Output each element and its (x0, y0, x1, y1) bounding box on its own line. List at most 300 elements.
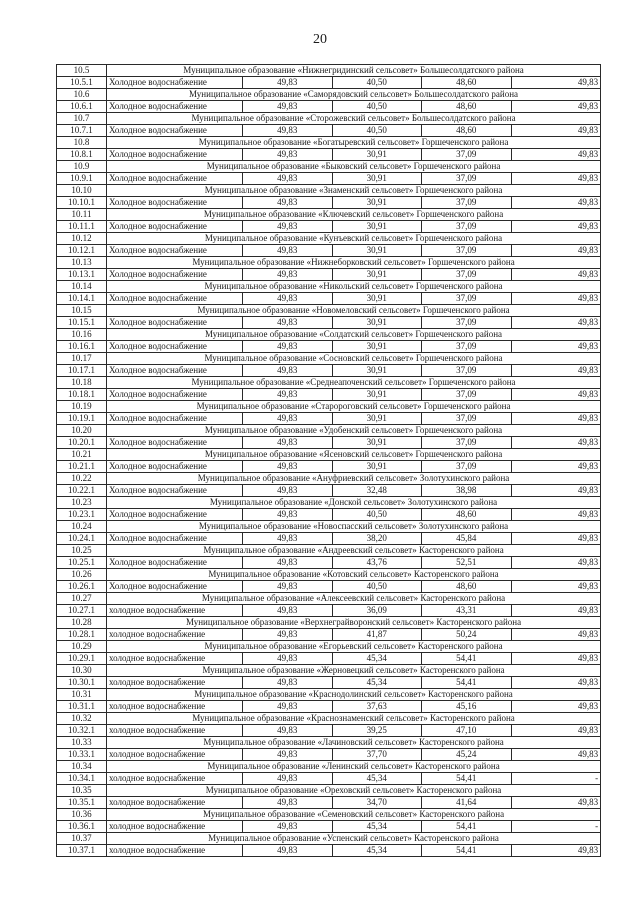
item-number: 10.14.1 (57, 293, 107, 305)
tariff-value-4: 49,83 (511, 701, 601, 713)
municipality-title: Муниципальное образование «Андреевский сельсовет» Касторенского района (107, 545, 601, 557)
item-number: 10.35.1 (57, 797, 107, 809)
tariff-value-4: 49,83 (511, 317, 601, 329)
tariff-value-1: 49,83 (243, 701, 333, 713)
tariff-row (57, 653, 601, 665)
municipality-title: Муниципальное образование «Кунъевский сельсовет» Горшеченского района (107, 233, 601, 245)
item-number: 10.8.1 (57, 149, 107, 161)
tariff-value-1: 49,83 (243, 245, 333, 257)
tariff-value-4: 49,83 (511, 509, 601, 521)
municipality-title: Муниципальное образование «Верхнеграйворонский сельсовет» Касторенского района (107, 617, 601, 629)
tariff-row (57, 413, 601, 425)
tariff-value-2: 45,34 (332, 677, 422, 689)
service-name: Холодное водоснабжение (107, 437, 243, 449)
tariff-value-3: 38,98 (422, 485, 512, 497)
municipality-header-row (57, 257, 601, 269)
tariff-value-4: 49,83 (511, 341, 601, 353)
municipality-header-row (57, 713, 601, 725)
service-name: Холодное водоснабжение (107, 101, 243, 113)
tariff-value-2: 39,25 (332, 725, 422, 737)
item-number: 10.36.1 (57, 821, 107, 833)
section-number: 10.21 (57, 449, 107, 461)
municipality-title: Муниципальное образование «Жерновецкий сельсовет» Касторенского района (107, 665, 601, 677)
tariff-value-2: 45,34 (332, 773, 422, 785)
tariff-value-1: 49,83 (243, 365, 333, 377)
municipality-title: Муниципальное образование «Егорьевский сельсовет» Касторенского района (107, 641, 601, 653)
service-name: Холодное водоснабжение (107, 509, 243, 521)
item-number: 10.20.1 (57, 437, 107, 449)
tariff-value-3: 48,60 (422, 101, 512, 113)
tariff-row (57, 797, 601, 809)
tariff-value-1: 49,83 (243, 221, 333, 233)
municipality-header-row (57, 137, 601, 149)
municipality-header-row (57, 185, 601, 197)
tariff-value-4: 49,83 (511, 221, 601, 233)
tariff-value-4: 49,83 (511, 365, 601, 377)
section-number: 10.7 (57, 113, 107, 125)
municipality-title: Муниципальное образование «Новомеловский сельсовет» Горшеченского района (107, 305, 601, 317)
tariff-value-2: 30,91 (332, 269, 422, 281)
item-number: 10.37.1 (57, 845, 107, 857)
item-number: 10.9.1 (57, 173, 107, 185)
tariff-value-4: 49,83 (511, 197, 601, 209)
service-name: холодное водоснабжение (107, 677, 243, 689)
item-number: 10.33.1 (57, 749, 107, 761)
tariff-value-4: 49,83 (511, 101, 601, 113)
tariff-value-4: 49,83 (511, 605, 601, 617)
municipality-header-row (57, 689, 601, 701)
tariff-value-2: 30,91 (332, 293, 422, 305)
tariff-value-1: 49,83 (243, 101, 333, 113)
tariff-value-4: 49,83 (511, 125, 601, 137)
service-name: Холодное водоснабжение (107, 77, 243, 89)
tariff-value-1: 49,83 (243, 677, 333, 689)
section-number: 10.20 (57, 425, 107, 437)
tariff-row (57, 533, 601, 545)
service-name: холодное водоснабжение (107, 701, 243, 713)
service-name: Холодное водоснабжение (107, 173, 243, 185)
tariff-value-3: 48,60 (422, 77, 512, 89)
tariff-row (57, 173, 601, 185)
tariff-value-2: 34,70 (332, 797, 422, 809)
service-name: Холодное водоснабжение (107, 533, 243, 545)
tariff-row (57, 269, 601, 281)
tariff-value-3: 37,09 (422, 389, 512, 401)
item-number: 10.15.1 (57, 317, 107, 329)
service-name: Холодное водоснабжение (107, 317, 243, 329)
tariff-value-1: 49,83 (243, 77, 333, 89)
tariff-value-3: 37,09 (422, 197, 512, 209)
municipality-title: Муниципальное образование «Быковский сельсовет» Горшеченского района (107, 161, 601, 173)
tariff-value-4: 49,83 (511, 485, 601, 497)
tariff-value-2: 30,91 (332, 221, 422, 233)
section-number: 10.35 (57, 785, 107, 797)
service-name: Холодное водоснабжение (107, 461, 243, 473)
service-name: холодное водоснабжение (107, 821, 243, 833)
service-name: холодное водоснабжение (107, 629, 243, 641)
section-number: 10.18 (57, 377, 107, 389)
tariff-row (57, 125, 601, 137)
tariff-row (57, 317, 601, 329)
tariff-row (57, 845, 601, 857)
service-name: холодное водоснабжение (107, 725, 243, 737)
municipality-title: Муниципальное образование «Саморядовский сельсовет» Большесолдатского района (107, 89, 601, 101)
item-number: 10.18.1 (57, 389, 107, 401)
tariff-table-body (57, 65, 601, 857)
item-number: 10.26.1 (57, 581, 107, 593)
section-number: 10.17 (57, 353, 107, 365)
tariff-value-3: 48,60 (422, 125, 512, 137)
municipality-title: Муниципальное образование «Ясеновский сельсовет» Горшеченского района (107, 449, 601, 461)
tariff-value-2: 36,09 (332, 605, 422, 617)
tariff-table (56, 64, 601, 857)
municipality-header-row (57, 233, 601, 245)
municipality-title: Муниципальное образование «Богатыревский сельсовет» Горшеченского района (107, 137, 601, 149)
tariff-row (57, 749, 601, 761)
municipality-title: Муниципальное образование «Ленинский сельсовет» Касторенского района (107, 761, 601, 773)
municipality-header-row (57, 113, 601, 125)
tariff-value-3: 37,09 (422, 365, 512, 377)
municipality-title: Муниципальное образование «Сторожевский сельсовет» Большесолдатского района (107, 113, 601, 125)
tariff-value-1: 49,83 (243, 581, 333, 593)
tariff-value-3: 37,09 (422, 245, 512, 257)
tariff-value-4: 49,83 (511, 653, 601, 665)
service-name: холодное водоснабжение (107, 749, 243, 761)
tariff-value-1: 49,83 (243, 125, 333, 137)
item-number: 10.22.1 (57, 485, 107, 497)
item-number: 10.23.1 (57, 509, 107, 521)
tariff-value-3: 54,41 (422, 821, 512, 833)
tariff-value-3: 37,09 (422, 413, 512, 425)
tariff-value-1: 49,83 (243, 797, 333, 809)
tariff-row (57, 821, 601, 833)
tariff-value-1: 49,83 (243, 197, 333, 209)
tariff-value-4: 49,83 (511, 749, 601, 761)
tariff-value-2: 40,50 (332, 509, 422, 521)
tariff-value-4: 49,83 (511, 845, 601, 857)
section-number: 10.22 (57, 473, 107, 485)
section-number: 10.13 (57, 257, 107, 269)
tariff-value-2: 37,70 (332, 749, 422, 761)
tariff-value-1: 49,83 (243, 269, 333, 281)
tariff-value-1: 49,83 (243, 149, 333, 161)
section-number: 10.6 (57, 89, 107, 101)
service-name: Холодное водоснабжение (107, 197, 243, 209)
tariff-value-2: 45,34 (332, 845, 422, 857)
tariff-value-1: 49,83 (243, 317, 333, 329)
item-number: 10.34.1 (57, 773, 107, 785)
item-number: 10.16.1 (57, 341, 107, 353)
service-name: холодное водоснабжение (107, 773, 243, 785)
tariff-row (57, 773, 601, 785)
tariff-value-1: 49,83 (243, 557, 333, 569)
tariff-value-2: 30,91 (332, 197, 422, 209)
tariff-value-2: 37,63 (332, 701, 422, 713)
tariff-row (57, 293, 601, 305)
tariff-value-1: 49,83 (243, 845, 333, 857)
section-number: 10.24 (57, 521, 107, 533)
item-number: 10.12.1 (57, 245, 107, 257)
tariff-value-3: 54,41 (422, 773, 512, 785)
tariff-value-2: 45,34 (332, 653, 422, 665)
item-number: 10.25.1 (57, 557, 107, 569)
tariff-row (57, 245, 601, 257)
municipality-header-row (57, 641, 601, 653)
tariff-value-2: 30,91 (332, 389, 422, 401)
tariff-row (57, 557, 601, 569)
municipality-header-row (57, 569, 601, 581)
service-name: Холодное водоснабжение (107, 581, 243, 593)
tariff-value-4: 49,83 (511, 437, 601, 449)
tariff-row (57, 581, 601, 593)
tariff-value-1: 49,83 (243, 461, 333, 473)
tariff-value-3: 47,10 (422, 725, 512, 737)
section-number: 10.26 (57, 569, 107, 581)
municipality-header-row (57, 737, 601, 749)
service-name: Холодное водоснабжение (107, 485, 243, 497)
tariff-row (57, 437, 601, 449)
section-number: 10.12 (57, 233, 107, 245)
tariff-value-3: 48,60 (422, 581, 512, 593)
municipality-title: Муниципальное образование «Ореховский сельсовет» Касторенского района (107, 785, 601, 797)
page-number: 20 (313, 32, 327, 47)
tariff-value-4: 49,83 (511, 293, 601, 305)
section-number: 10.5 (57, 65, 107, 77)
tariff-row (57, 605, 601, 617)
tariff-value-2: 43,76 (332, 557, 422, 569)
tariff-value-3: 50,24 (422, 629, 512, 641)
tariff-row (57, 365, 601, 377)
municipality-header-row (57, 593, 601, 605)
municipality-header-row (57, 521, 601, 533)
tariff-value-3: 37,09 (422, 269, 512, 281)
municipality-title: Муниципальное образование «Краснознаменский сельсовет» Касторенского района (107, 713, 601, 725)
item-number: 10.17.1 (57, 365, 107, 377)
tariff-value-3: 54,41 (422, 653, 512, 665)
section-number: 10.10 (57, 185, 107, 197)
tariff-row (57, 461, 601, 473)
tariff-value-4: 49,83 (511, 557, 601, 569)
tariff-row (57, 341, 601, 353)
municipality-header-row (57, 329, 601, 341)
section-number: 10.37 (57, 833, 107, 845)
municipality-title: Муниципальное образование «Никольский сельсовет» Горшеченского района (107, 281, 601, 293)
tariff-value-4: 49,83 (511, 413, 601, 425)
municipality-header-row (57, 785, 601, 797)
item-number: 10.7.1 (57, 125, 107, 137)
tariff-value-3: 45,16 (422, 701, 512, 713)
municipality-title: Муниципальное образование «Нижнегридинский сельсовет» Большесолдатского района (107, 65, 601, 77)
tariff-value-1: 49,83 (243, 821, 333, 833)
tariff-value-2: 41,87 (332, 629, 422, 641)
municipality-header-row (57, 377, 601, 389)
section-number: 10.15 (57, 305, 107, 317)
tariff-value-1: 49,83 (243, 653, 333, 665)
tariff-row (57, 701, 601, 713)
section-number: 10.11 (57, 209, 107, 221)
section-number: 10.9 (57, 161, 107, 173)
tariff-value-2: 38,20 (332, 533, 422, 545)
tariff-value-2: 32,48 (332, 485, 422, 497)
tariff-row (57, 149, 601, 161)
service-name: Холодное водоснабжение (107, 341, 243, 353)
tariff-value-2: 30,91 (332, 317, 422, 329)
municipality-title: Муниципальное образование «Донской сельсовет» Золотухинского района (107, 497, 601, 509)
tariff-value-2: 45,34 (332, 821, 422, 833)
tariff-row (57, 101, 601, 113)
municipality-title: Муниципальное образование «Ключевский сельсовет» Горшеченского района (107, 209, 601, 221)
section-number: 10.31 (57, 689, 107, 701)
municipality-title: Муниципальное образование «Успенский сельсовет» Касторенского района (107, 833, 601, 845)
tariff-value-1: 49,83 (243, 533, 333, 545)
section-number: 10.33 (57, 737, 107, 749)
item-number: 10.29.1 (57, 653, 107, 665)
tariff-value-3: 37,09 (422, 437, 512, 449)
item-number: 10.30.1 (57, 677, 107, 689)
tariff-row (57, 485, 601, 497)
tariff-row (57, 509, 601, 521)
tariff-row (57, 197, 601, 209)
municipality-title: Муниципальное образование «Знаменский сельсовет» Горшеченского района (107, 185, 601, 197)
tariff-value-4: 49,83 (511, 245, 601, 257)
item-number: 10.13.1 (57, 269, 107, 281)
tariff-value-1: 49,83 (243, 413, 333, 425)
item-number: 10.27.1 (57, 605, 107, 617)
tariff-value-3: 37,09 (422, 461, 512, 473)
section-number: 10.34 (57, 761, 107, 773)
item-number: 10.31.1 (57, 701, 107, 713)
service-name: Холодное водоснабжение (107, 389, 243, 401)
tariff-value-1: 49,83 (243, 173, 333, 185)
tariff-value-4: 49,83 (511, 581, 601, 593)
service-name: Холодное водоснабжение (107, 293, 243, 305)
municipality-header-row (57, 161, 601, 173)
item-number: 10.5.1 (57, 77, 107, 89)
tariff-value-1: 49,83 (243, 725, 333, 737)
service-name: Холодное водоснабжение (107, 149, 243, 161)
tariff-value-4: 49,83 (511, 629, 601, 641)
tariff-row (57, 725, 601, 737)
section-number: 10.23 (57, 497, 107, 509)
tariff-value-1: 49,83 (243, 389, 333, 401)
tariff-value-2: 30,91 (332, 437, 422, 449)
tariff-value-4: 49,83 (511, 797, 601, 809)
municipality-title: Муниципальное образование «Ануфриевский сельсовет» Золотухинского района (107, 473, 601, 485)
municipality-title: Муниципальное образование «Солдатский сельсовет» Горшеченского района (107, 329, 601, 341)
tariff-row (57, 221, 601, 233)
service-name: Холодное водоснабжение (107, 245, 243, 257)
section-number: 10.29 (57, 641, 107, 653)
tariff-value-3: 45,84 (422, 533, 512, 545)
service-name: Холодное водоснабжение (107, 125, 243, 137)
item-number: 10.10.1 (57, 197, 107, 209)
tariff-value-4: - (511, 821, 601, 833)
tariff-value-4: 49,83 (511, 77, 601, 89)
municipality-header-row (57, 65, 601, 77)
municipality-title: Муниципальное образование «Удобенский сельсовет» Горшеченского района (107, 425, 601, 437)
tariff-value-1: 49,83 (243, 341, 333, 353)
tariff-value-3: 37,09 (422, 293, 512, 305)
municipality-title: Муниципальное образование «Старороговский сельсовет» Горшеченского района (107, 401, 601, 413)
section-number: 10.8 (57, 137, 107, 149)
service-name: Холодное водоснабжение (107, 413, 243, 425)
tariff-value-3: 37,09 (422, 341, 512, 353)
municipality-title: Муниципальное образование «Котовский сельсовет» Касторенского района (107, 569, 601, 581)
municipality-header-row (57, 209, 601, 221)
tariff-value-3: 43,31 (422, 605, 512, 617)
tariff-row (57, 677, 601, 689)
service-name: Холодное водоснабжение (107, 365, 243, 377)
tariff-value-1: 49,83 (243, 293, 333, 305)
municipality-header-row (57, 665, 601, 677)
municipality-title: Муниципальное образование «Лачиновский сельсовет» Касторенского района (107, 737, 601, 749)
tariff-value-3: 54,41 (422, 677, 512, 689)
tariff-value-4: 49,83 (511, 173, 601, 185)
municipality-title: Муниципальное образование «Краснодолинский сельсовет» Касторенского района (107, 689, 601, 701)
item-number: 10.6.1 (57, 101, 107, 113)
tariff-value-2: 40,50 (332, 581, 422, 593)
municipality-title: Муниципальное образование «Алексеевский сельсовет» Касторенского района (107, 593, 601, 605)
tariff-value-4: 49,83 (511, 677, 601, 689)
tariff-value-1: 49,83 (243, 629, 333, 641)
tariff-value-2: 30,91 (332, 413, 422, 425)
municipality-header-row (57, 449, 601, 461)
tariff-row (57, 629, 601, 641)
municipality-header-row (57, 401, 601, 413)
tariff-value-1: 49,83 (243, 749, 333, 761)
municipality-title: Муниципальное образование «Семеновский сельсовет» Касторенского района (107, 809, 601, 821)
tariff-value-1: 49,83 (243, 437, 333, 449)
section-number: 10.25 (57, 545, 107, 557)
municipality-header-row (57, 545, 601, 557)
tariff-value-1: 49,83 (243, 773, 333, 785)
service-name: холодное водоснабжение (107, 845, 243, 857)
municipality-header-row (57, 617, 601, 629)
service-name: Холодное водоснабжение (107, 557, 243, 569)
municipality-title: Муниципальное образование «Сосновский сельсовет» Горшеченского района (107, 353, 601, 365)
municipality-title: Муниципальное образование «Новоспасский сельсовет» Золотухинского района (107, 521, 601, 533)
tariff-value-1: 49,83 (243, 509, 333, 521)
tariff-value-4: 49,83 (511, 389, 601, 401)
tariff-value-4: 49,83 (511, 725, 601, 737)
tariff-value-2: 30,91 (332, 341, 422, 353)
municipality-header-row (57, 809, 601, 821)
section-number: 10.14 (57, 281, 107, 293)
item-number: 10.32.1 (57, 725, 107, 737)
municipality-header-row (57, 281, 601, 293)
section-number: 10.19 (57, 401, 107, 413)
municipality-header-row (57, 353, 601, 365)
tariff-row (57, 389, 601, 401)
tariff-row (57, 77, 601, 89)
tariff-value-1: 49,83 (243, 485, 333, 497)
section-number: 10.28 (57, 617, 107, 629)
tariff-value-4: 49,83 (511, 269, 601, 281)
service-name: холодное водоснабжение (107, 797, 243, 809)
tariff-value-3: 52,51 (422, 557, 512, 569)
municipality-header-row (57, 473, 601, 485)
section-number: 10.27 (57, 593, 107, 605)
item-number: 10.24.1 (57, 533, 107, 545)
section-number: 10.30 (57, 665, 107, 677)
tariff-value-3: 48,60 (422, 509, 512, 521)
tariff-value-1: 49,83 (243, 605, 333, 617)
tariff-value-3: 41,64 (422, 797, 512, 809)
item-number: 10.19.1 (57, 413, 107, 425)
tariff-value-2: 40,50 (332, 101, 422, 113)
tariff-value-3: 37,09 (422, 149, 512, 161)
section-number: 10.16 (57, 329, 107, 341)
